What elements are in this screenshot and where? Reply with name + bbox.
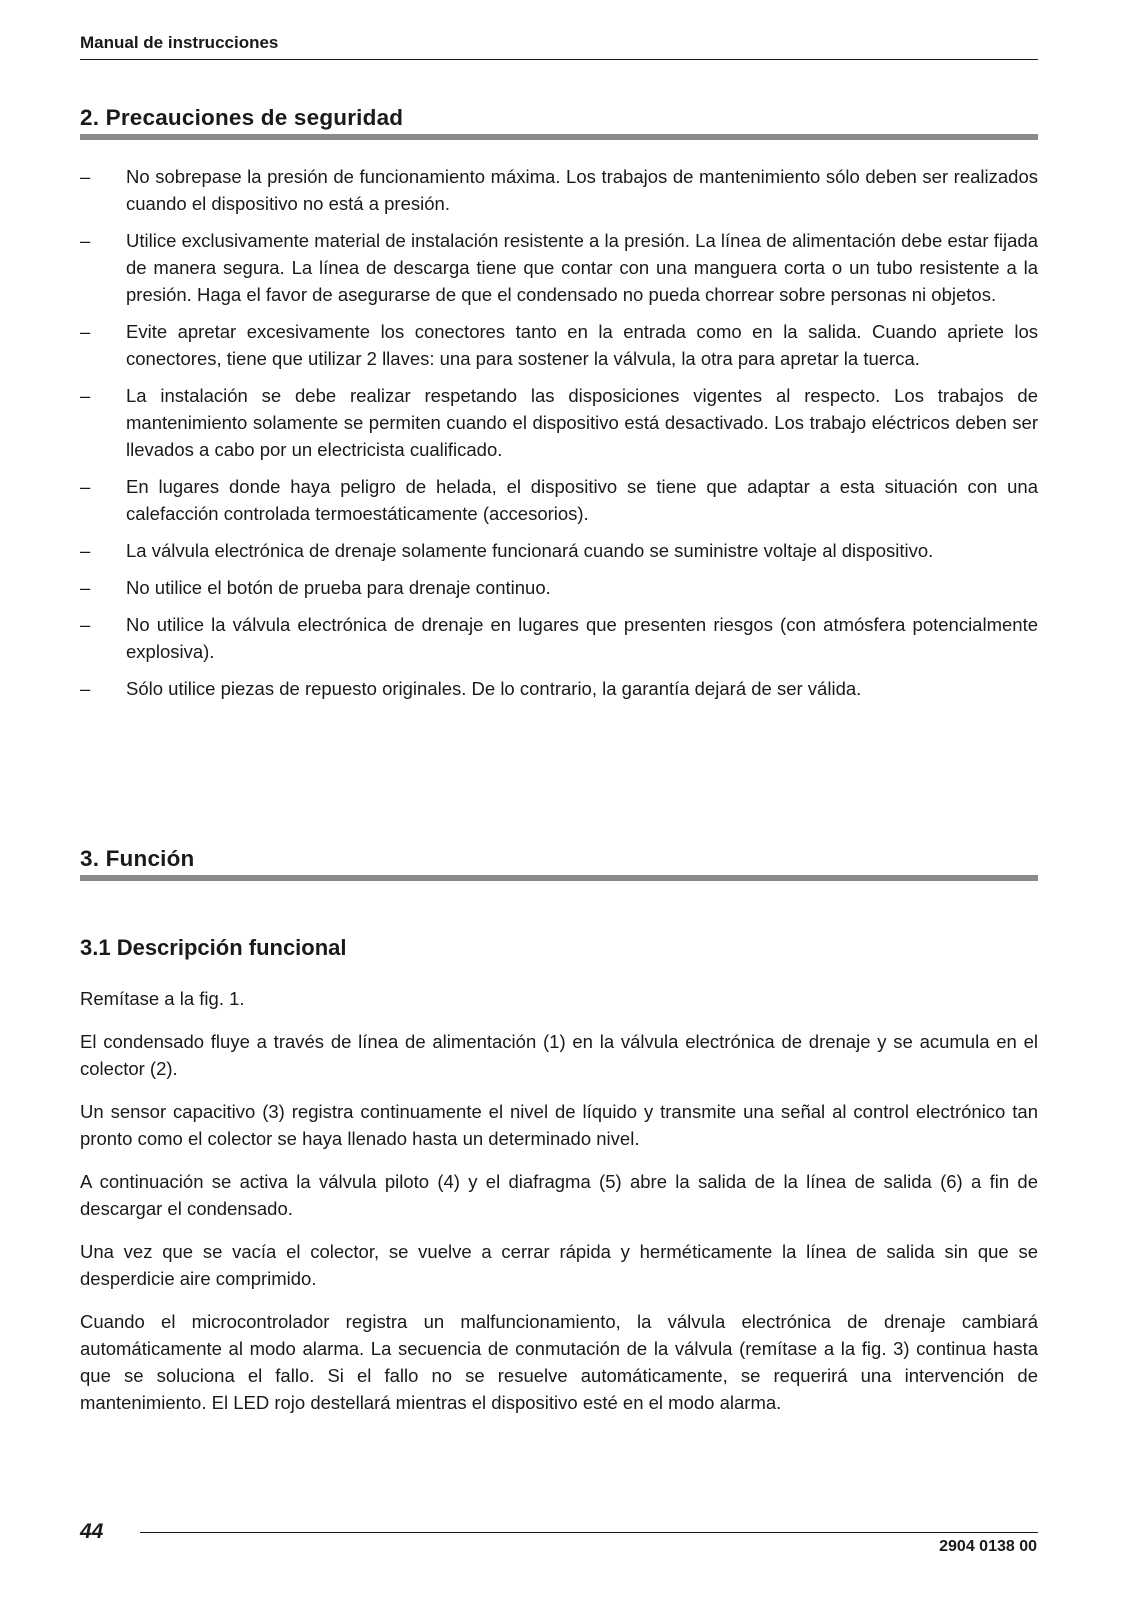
bullet-dash: – xyxy=(80,385,91,406)
document-number: 2904 0138 00 xyxy=(939,1538,1037,1555)
list-item-text: La instalación se debe realizar respetando las disposiciones vigentes al respecto. Los trabajos de mantenimiento solamente se permiten cuando el dispositivo está desactivado. Los trabajo eléctricos deben ser llevados a cabo por un electricista cualificado. xyxy=(126,385,1038,460)
list-item xyxy=(80,537,1038,564)
bullet-dash: – xyxy=(80,577,91,598)
bullet-dash: – xyxy=(80,321,91,342)
paragraph: Un sensor capacitivo (3) registra continuamente el nivel de líquido y transmite una señal al control electrónico tan pronto como el colector se haya llenado hasta un determinado nivel. xyxy=(80,1101,1038,1149)
bullet-dash: – xyxy=(80,476,91,497)
list-item xyxy=(80,318,1038,372)
page-number: 44 xyxy=(80,1520,104,1543)
list-item-text: No utilice el botón de prueba para drenaje continuo. xyxy=(126,577,551,598)
subsection-3-1-title: 3.1 Descripción funcional xyxy=(80,935,347,960)
section-3-bar xyxy=(80,875,1038,881)
list-item-text: No utilice la válvula electrónica de drenaje en lugares que presenten riesgos (con atmósfera potencialmente explosiva). xyxy=(126,614,1038,662)
header-rule xyxy=(80,59,1038,60)
paragraph: El condensado fluye a través de línea de alimentación (1) en la válvula electrónica de drenaje y se acumula en el colector (2). xyxy=(80,1031,1038,1079)
section-2-bar xyxy=(80,134,1038,140)
bullet-dash: – xyxy=(80,540,91,561)
list-item-text: La válvula electrónica de drenaje solamente funcionará cuando se suministre voltaje al dispositivo. xyxy=(126,540,934,561)
bullet-dash: – xyxy=(80,166,91,187)
list-item xyxy=(80,382,1038,463)
running-header: Manual de instrucciones xyxy=(80,33,279,52)
list-item-text: No sobrepase la presión de funcionamiento máxima. Los trabajos de mantenimiento sólo deben ser realizados cuando el dispositivo no está a presión. xyxy=(126,166,1038,214)
paragraph: Una vez que se vacía el colector, se vuelve a cerrar rápida y herméticamente la línea de salida sin que se desperdicie aire comprimido. xyxy=(80,1241,1038,1289)
list-item-text: Utilice exclusivamente material de instalación resistente a la presión. La línea de alimentación debe estar fijada de manera segura. La línea de descarga tiene que contar con una manguera corta o un tubo resistente a la presión. Haga el favor de asegurarse de que el condensado no pueda chorrear sobre personas ni objetos. xyxy=(126,230,1038,305)
paragraph: Cuando el microcontrolador registra un malfuncionamiento, la válvula electrónica de drenaje cambiará automáticamente al modo alarma. La secuencia de conmutación de la válvula (remítase a la fig. 3) continua hasta que se soluciona el fallo. Si el fallo no se resuelve automáticamente, se requerirá una intervención de mantenimiento. El LED rojo destellará mientras el dispositivo esté en el modo alarma. xyxy=(80,1311,1038,1413)
section-2-title: 2. Precauciones de seguridad xyxy=(80,105,404,130)
safety-precautions-list xyxy=(80,163,1038,712)
list-item xyxy=(80,675,1038,702)
bullet-dash: – xyxy=(80,614,91,635)
paragraph: Remítase a la fig. 1. xyxy=(80,988,245,1009)
list-item-text: En lugares donde haya peligro de helada, el dispositivo se tiene que adaptar a esta situación con una calefacción controlada termoestáticamente (accesorios). xyxy=(126,476,1038,524)
bullet-dash: – xyxy=(80,678,91,699)
list-item-text: Sólo utilice piezas de repuesto originales. De lo contrario, la garantía dejará de ser válida. xyxy=(126,678,862,699)
paragraph: A continuación se activa la válvula piloto (4) y el diafragma (5) abre la salida de la línea de salida (6) a fin de descargar el condensado. xyxy=(80,1171,1038,1219)
list-item xyxy=(80,473,1038,527)
list-item xyxy=(80,163,1038,217)
list-item xyxy=(80,227,1038,308)
section-3-title: 3. Función xyxy=(80,846,195,871)
footer-rule xyxy=(140,1532,1038,1533)
functional-description xyxy=(80,985,1038,1432)
bullet-dash: – xyxy=(80,230,91,251)
list-item xyxy=(80,611,1038,665)
list-item-text: Evite apretar excesivamente los conectores tanto en la entrada como en la salida. Cuando apriete los conectores, tiene que utilizar 2 llaves: una para sostener la válvula, la otra para apretar la tuerca. xyxy=(126,321,1038,369)
list-item xyxy=(80,574,1038,601)
